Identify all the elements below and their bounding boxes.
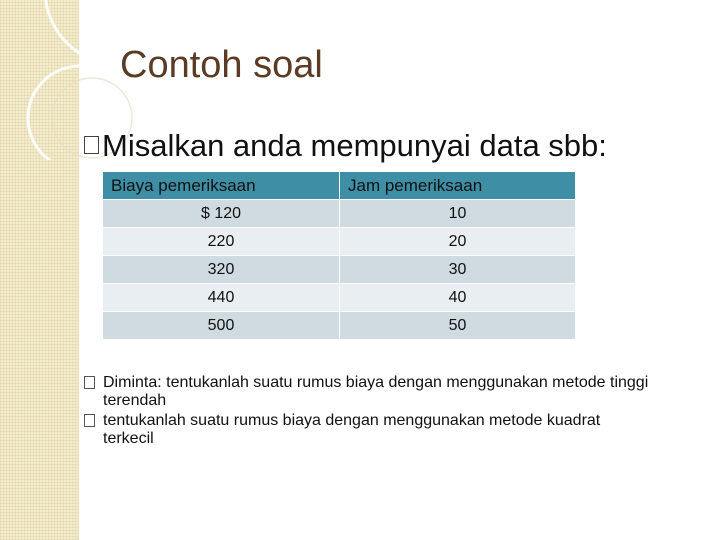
slide-title: Contoh soal [120,44,323,86]
subtitle-text: Misalkan anda mempunyai data sbb: [102,128,607,163]
bullet-text: tentukanlah suatu rumus biaya dengan menggunakan metode kuadrat terkecil [103,412,601,447]
bullet-text: Diminta: tentukanlah suatu rumus biaya dengan menggunakan metode tinggi terendah [103,374,649,409]
bullet-box-icon [84,376,95,389]
table-cell: 40 [340,284,576,312]
bullet-box-icon [84,136,99,154]
slide-subtitle [84,128,607,164]
table-cell: $ 120 [103,200,340,228]
table-cell: 10 [340,200,576,228]
table-cell: 50 [340,312,576,340]
list-item [84,412,654,448]
table-cell: 440 [103,284,340,312]
table-cell: 20 [340,228,576,256]
bullet-box-icon [84,414,95,427]
table-header-row [103,172,576,200]
table-cell: 30 [340,256,576,284]
header-jam: Jam pemeriksaan [340,172,576,200]
list-item [84,374,654,410]
table-row [103,200,576,228]
header-biaya: Biaya pemeriksaan [103,172,340,200]
data-table [102,171,576,340]
table-cell: 220 [103,228,340,256]
table-row [103,228,576,256]
table-cell: 320 [103,256,340,284]
table-row [103,312,576,340]
table-cell: 500 [103,312,340,340]
table-row [103,284,576,312]
bullet-list [84,374,654,450]
table-row [103,256,576,284]
